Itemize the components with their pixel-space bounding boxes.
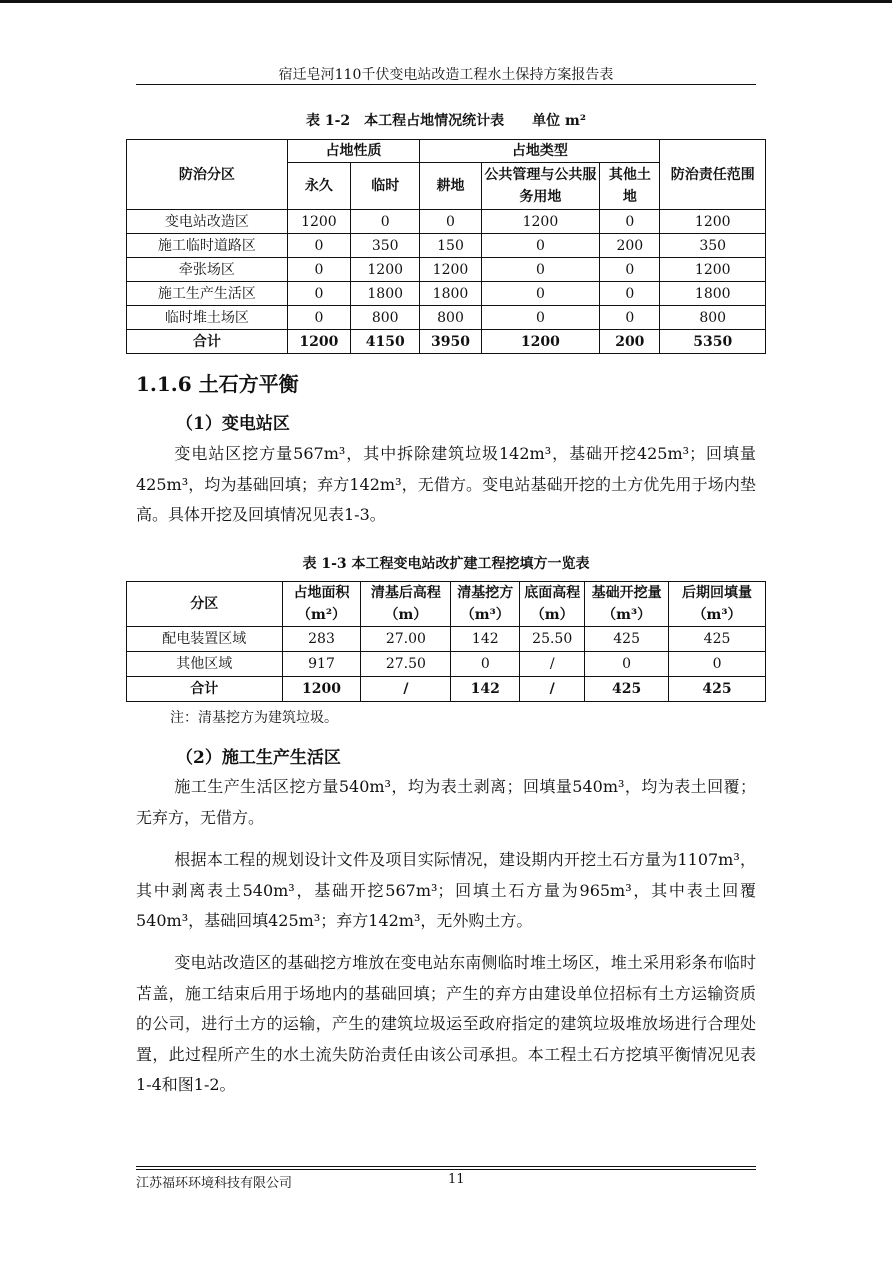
cell-responsibility: 5350 [660,330,766,354]
cell-backfill: 425 [669,627,766,652]
cell-farmland: 800 [420,306,481,330]
cell-temporary: 1800 [351,282,420,306]
cell-foundation-dig: 0 [585,652,669,677]
table-total-row [127,330,766,354]
cell-responsibility: 1200 [660,258,766,282]
table-total-row [127,677,766,702]
header-public: 公共管理与公共服务用地 [481,163,600,210]
cell-public: 0 [481,258,600,282]
cell-other: 0 [600,306,660,330]
table-1-2 [126,139,766,354]
table-row [127,306,766,330]
table-row [127,258,766,282]
cell-public: 0 [481,234,600,258]
header-zone: 防治分区 [127,140,288,210]
cell-clear-dig: 0 [451,652,520,677]
subsection-heading-1: （1）变电站区 [176,414,290,434]
cell-zone: 临时堆土场区 [127,306,288,330]
paragraph-substation: 变电站区挖方量567m³，其中拆除建筑垃圾142m³，基础开挖425m³；回填量425m³，均为基础回填；弃方142m³，无借方。变电站基础开挖的土方优先用于场内垫高。具体开挖及回填情况见表1-3。 [136,444,756,524]
cell-zone: 其他区域 [127,652,283,677]
cell-bottom-elevation: / [520,652,585,677]
header-type: 占地类型 [420,140,660,163]
header-area: 占地面积（m²） [282,582,361,627]
header-responsibility: 防治责任范围 [660,140,766,210]
cell-zone: 配电装置区域 [127,627,283,652]
paragraph-earthwork-summary: 根据本工程的规划设计文件及项目实际情况，建设期内开挖土石方量为1107m³，其中剥离表土540m³，基础开挖567m³；回填土石方量为965m³，其中表土回覆540m³，基础回填425m³；弃方142m³，无外购土方。 [136,850,756,930]
cell-elevation-after: 27.00 [361,627,451,652]
cell-temporary: 1200 [351,258,420,282]
cell-backfill: 0 [669,652,766,677]
paragraph-stockpile-disposal: 变电站改造区的基础挖方堆放在变电站东南侧临时堆土场区，堆土采用彩条布临时苫盖，施工结束后用于场地内的基础回填；产生的弃方由建设单位招标有土方运输资质的公司，进行土方的运输，产生的建筑垃圾运至政府指定的建筑垃圾堆放场进行合理处置，此过程所产生的水土流失防治责任由该公司承担。本工程土石方挖填平衡情况见表1-4和图1-2。 [136,953,756,1094]
cell-permanent: 0 [287,234,350,258]
cell-permanent: 1200 [287,210,350,234]
table-row [127,282,766,306]
cell-public: 1200 [481,210,600,234]
cell-zone: 牵张场区 [127,258,288,282]
cell-farmland: 1800 [420,282,481,306]
cell-bottom-elevation: 25.50 [520,627,585,652]
cell-public: 0 [481,282,600,306]
cell-foundation-dig: 425 [585,677,669,702]
header-permanent: 永久 [287,163,350,210]
table-row [127,234,766,258]
table-1-3-caption: 表 1-3 本工程变电站改扩建工程挖填方一览表 [302,556,590,572]
table-row [127,627,766,652]
header-bottom-elevation: 底面高程（m） [520,582,585,627]
cell-permanent: 0 [287,282,350,306]
cell-elevation-after: 27.50 [361,652,451,677]
header-rule [136,84,756,85]
cell-elevation-after: / [361,677,451,702]
cell-temporary: 4150 [351,330,420,354]
cell-temporary: 0 [351,210,420,234]
cell-area: 283 [282,627,361,652]
subsection-heading-2: （2）施工生产生活区 [176,748,341,768]
cell-farmland: 3950 [420,330,481,354]
header-foundation-dig: 基础开挖量（m³） [585,582,669,627]
cell-other: 0 [600,258,660,282]
header-nature: 占地性质 [287,140,420,163]
footer-company: 江苏福环环境科技有限公司 [136,1176,293,1191]
top-border-line [0,0,892,3]
cell-public: 1200 [481,330,600,354]
cell-zone: 施工生产生活区 [127,282,288,306]
cell-farmland: 150 [420,234,481,258]
cell-farmland: 1200 [420,258,481,282]
header-temporary: 临时 [351,163,420,210]
header-farmland: 耕地 [420,163,481,210]
cell-backfill: 425 [669,677,766,702]
header-elevation-after: 清基后高程（m） [361,582,451,627]
cell-permanent: 0 [287,306,350,330]
cell-other: 200 [600,234,660,258]
header-zone: 分区 [127,582,283,627]
cell-other: 0 [600,282,660,306]
cell-temporary: 800 [351,306,420,330]
cell-other: 200 [600,330,660,354]
cell-area: 917 [282,652,361,677]
table-row [127,210,766,234]
table-1-3 [126,581,766,702]
table-1-2-caption: 表 1-2 本工程占地情况统计表 单位 m² [306,113,586,129]
cell-responsibility: 1800 [660,282,766,306]
cell-other: 0 [600,210,660,234]
footer-rule [136,1169,756,1170]
cell-responsibility: 800 [660,306,766,330]
header-backfill: 后期回填量（m³） [669,582,766,627]
cell-clear-dig: 142 [451,677,520,702]
paragraph-construction-area: 施工生产生活区挖方量540m³，均为表土剥离；回填量540m³，均为表土回覆；无弃方，无借方。 [136,777,756,827]
cell-public: 0 [481,306,600,330]
cell-zone: 合计 [127,330,288,354]
cell-responsibility: 350 [660,234,766,258]
cell-foundation-dig: 425 [585,627,669,652]
cell-permanent: 1200 [287,330,350,354]
header-other: 其他土地 [600,163,660,210]
cell-zone: 变电站改造区 [127,210,288,234]
cell-temporary: 350 [351,234,420,258]
cell-farmland: 0 [420,210,481,234]
header-clear-dig: 清基挖方（m³） [451,582,520,627]
running-header: 宿迁皂河110千伏变电站改造工程水土保持方案报告表 [278,67,614,83]
cell-zone: 施工临时道路区 [127,234,288,258]
table-row [127,652,766,677]
section-heading: 1.1.6 土石方平衡 [136,372,299,396]
footer-rule [136,1166,756,1167]
page-number: 11 [448,1172,465,1187]
cell-permanent: 0 [287,258,350,282]
table-note: 注：清基挖方为建筑垃圾。 [170,710,338,726]
cell-responsibility: 1200 [660,210,766,234]
cell-zone: 合计 [127,677,283,702]
cell-bottom-elevation: / [520,677,585,702]
cell-clear-dig: 142 [451,627,520,652]
cell-area: 1200 [282,677,361,702]
